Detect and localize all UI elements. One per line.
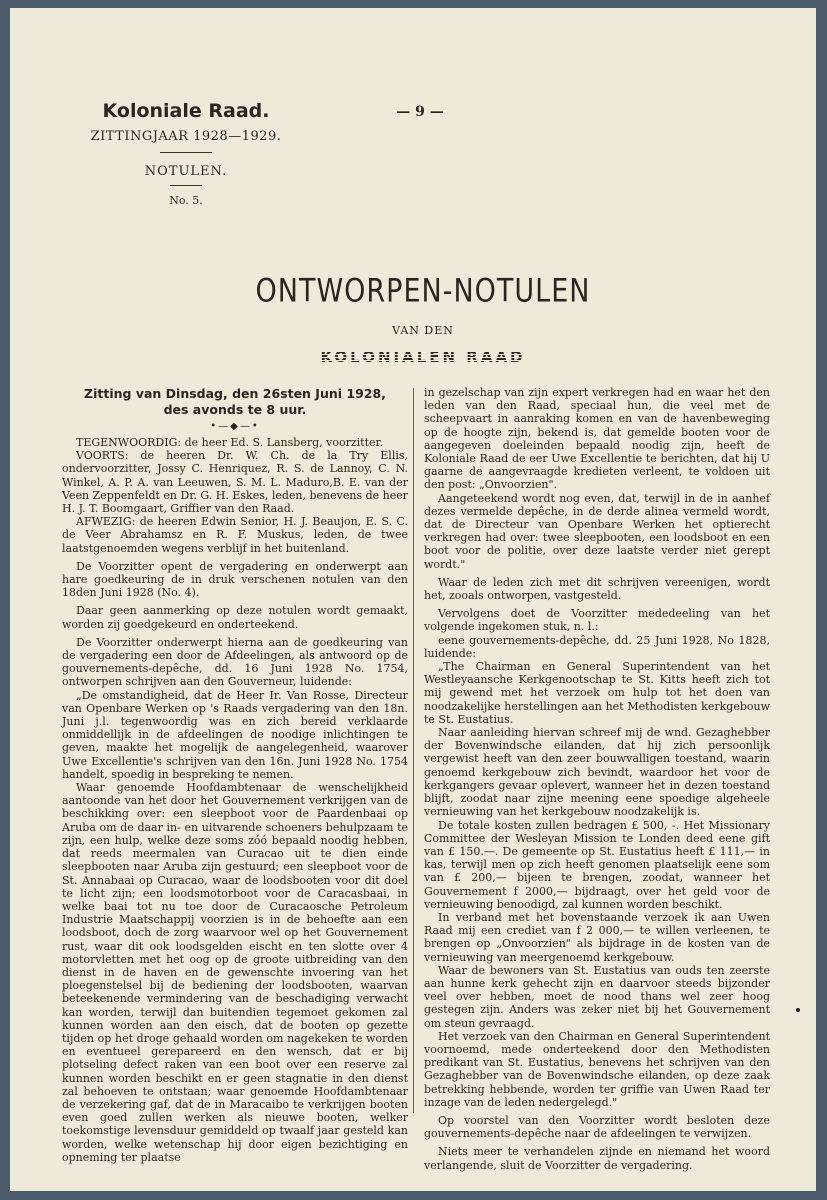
paragraph: „The Chairman en General Superintendent van het Westleyaansche Kerkgenootschap te St. Kitts heeft zich tot mij gewend met het verzoek om hulp tot het doen van noodzakelijke herstellingen aan het Methodisten kerkgebouw te St. Eustatius. bbox=[424, 660, 770, 726]
sitting-line-2: des avonds te 8 uur. bbox=[163, 402, 307, 417]
right-column bbox=[424, 386, 770, 1172]
paragraph: AFWEZIG: de heeren Edwin Senior, H. J. Beaujon, E. S. C. de Veer Abrahamsz en R. F. Muskus, leden, de twee laatstgenoemden wegens verblijf in het buitenland. bbox=[62, 515, 408, 555]
sitting-line-1: Zitting van Dinsdag, den 26sten Juni 1928, bbox=[84, 386, 386, 401]
paragraph: Vervolgens doet de Voorzitter mededeeling van het volgende ingekomen stuk, n. l.: bbox=[424, 607, 770, 634]
paragraph: Daar geen aanmerking op deze notulen wordt gemaakt, worden zij goedgekeurd en onderteekend. bbox=[62, 604, 408, 631]
paragraph: Naar aanleiding hiervan schreef mij de wnd. Gezaghebber der Bovenwindsche eilanden, dat hij zich persoonlijk vergewist heeft van den zeer bouwvalligen toestand, waarin genoemd kerkgebouw zich bevindt, waardoor het voor de kerkgangers gevaar oplevert, wanneer het in dezen toestand blijft, zoodat naar zijne meening eene spoedige algeheele vernieuwing van het kerkgebouw noodzakelijk is. bbox=[424, 726, 770, 819]
header-rule-1 bbox=[160, 152, 212, 153]
ink-spot bbox=[796, 1008, 800, 1012]
column-divider bbox=[413, 388, 414, 1113]
notulen-heading: NOTULEN. bbox=[144, 164, 228, 179]
raad-title-text: KOLONIALEN RAAD bbox=[320, 348, 526, 366]
paragraph: De totale kosten zullen bedragen £ 500, -. Het Missionary Committee der Wesleyan Mission te Londen deed eene gift van £ 150.—. De gemeente op St. Eustatius heeft £ 111,— in kas, terwijl men op zich heeft genomen plaatselijk eene som van £ 200,— bijeen te brengen, zoodat, wanneer het Gouvernement f 2000,— bijdraagt, over het geld voor de vernieuwing benoodigd, zal kunnen worden beschikt. bbox=[424, 818, 770, 911]
ornament: •—◆—• bbox=[210, 421, 260, 432]
raad-title bbox=[160, 348, 686, 366]
paragraph: Waar de leden zich met dit schrijven vereenigen, wordt het, zooals ontworpen, vastgesteld. bbox=[424, 575, 770, 603]
paragraph: in gezelschap van zijn expert verkregen had en waar het den leden van den Raad, speciaal hun, die veel met de scheepvaart in aanraking komen en van de havenbeweging op de hoogte zijn, bekend is, dat gemelde booten voor de aangegeven doeleinden bepaald noodig zijn, heeft de Koloniale Raad de eer Uwe Excellentie te berichten, dat hij U gaarne de aangevraagde kredieten verleent, te voldoen uit den post: „Onvoorzien". bbox=[424, 386, 770, 492]
paragraph: Aangeteekend wordt nog even, dat, terwijl in de in aanhef dezes vermelde depêche, in de derde alinea vermeld wordt, dat de Directeur van Openbare Werken het optierecht verkregen had over: twee sleepbooten, een loodsboot en een boot voor de politie, over deze laatste verder niet gerept wordt." bbox=[424, 491, 770, 571]
header-rule-2 bbox=[170, 185, 202, 186]
main-title: ONTWORPEN-NOTULEN bbox=[255, 272, 591, 311]
paragraph: Het verzoek van den Chairman en General Superintendent voornoemd, mede onderteekend door den Methodisten predikant van St. Eustatius, benevens het schrijven van den Gezaghebber van de Bovenwindsche eilanden, op deze zaak betrekking hebbende, worden ter griffie van Uwen Raad ter inzage van de leden nedergelegd." bbox=[424, 1029, 770, 1109]
sitting-heading bbox=[62, 386, 408, 418]
paragraph: Waar genoemde Hoofdambtenaar de wenschelijkheid aantoonde van het door het Gouvernement verkrijgen van de beschikking over: een sleepboot voor de Paardenbaai op Aruba om de daar in- en uitvarende schoeners behulpzaam te zijn, een hulp, welke deze soms zóó bepaald noodig hebben, dat reeds meermalen van Curacao uit te dien einde sleepbooten naar Aruba zijn gestuurd; een sleepboot voor de St. Annabaai op Curacao, waar de loodsbooten voor dit doel te licht zijn; een loodsmotorboot voor de Caracasbaai, in welke baai tot nu toe door de Curacaosche Petroleum Industrie Maatschappij voorzien is in de behoefte aan een loodsboot, doch de zorg waarvoor wel op het Gouvernement rust, waar dit ook loodsgelden eischt en ten slotte over 4 motorvletten met het oog op de groote uitbreiding van den dienst in de haven en de gewenschte invoering van het ploegenstelsel bij de bediening der loodsbooten, waarvan beteekenende vermindering van de beschadiging verwacht kan worden, terwijl dan buitendien tegemoet gekomen zal kunnen worden aan den eisch, dat de booten op gezette tijden op het droge gehaald worden om nagekeken te worden en eventueel gerepareerd en den wensch, dat er bij plotseling defect raken van een boot over een reserve zal kunnen worden beschikt en er geen stagnatie in den dienst zal behoeven te ontstaan; waar genoemde Hoofdambtenaar de verzekering gaf, dat de in Maracaibo te verkrijgen booten even goed zullen werken als nieuwe booten, welker toekomstige levensduur gemiddeld op twaalf jaar gesteld kan worden, welke wetenschap hij door eigen bezichtiging en opneming ter plaatse bbox=[62, 781, 408, 1164]
paragraph: De Voorzitter opent de vergadering en onderwerpt aan hare goedkeuring de in druk verschenen notulen van den 18den Juni 1928 (No. 4). bbox=[62, 559, 408, 600]
paragraph: Op voorstel van den Voorzitter wordt besloten deze gouvernements-depêche naar de afdeelingen te verwijzen. bbox=[424, 1113, 770, 1141]
paragraph: eene gouvernements-depêche, dd. 25 Juni 1928, No 1828, luidende: bbox=[424, 633, 770, 660]
van-den-label: VAN DEN bbox=[392, 324, 454, 337]
paragraph: „De omstandigheid, dat de Heer Ir. Van Rosse, Directeur van Openbare Werken op 's Raads vergadering van den 18n. Juni j.l. tegenwoordig was en zich bereid verklaarde onmiddellijk in de afdeelingen de noodige inlichtingen te geven, maakte het mogelijk de aangelegenheid, waarover Uwe Excellentie's schrijven van den 16n. Juni 1928 No. 1754 handelt, spoedig in bespreking te nemen. bbox=[62, 688, 408, 781]
page-number: — 9 — bbox=[396, 104, 444, 120]
paragraph: Niets meer te verhandelen zijnde en niemand het woord verlangende, sluit de Voorzitter de vergadering. bbox=[424, 1145, 770, 1172]
issue-number: No. 5. bbox=[169, 194, 203, 207]
paragraph: De Voorzitter onderwerpt hierna aan de goedkeuring van de vergadering een door de Afdeelingen, als antwoord op de gouvernements-depêche, dd. 16 Juni 1928 No. 1754, ontworpen schrijven aan den Gouverneur, luidende: bbox=[62, 635, 408, 689]
left-column bbox=[62, 386, 409, 1164]
council-title: Koloniale Raad. bbox=[102, 100, 270, 122]
paragraph: In verband met het bovenstaande verzoek ik aan Uwen Raad mij een crediet van f 2 000,— te willen verleenen, te brengen op „Onvoorzien" als bijdrage in de kosten van de vernieuwing van meergenoemd kerkgebouw. bbox=[424, 910, 770, 964]
paragraph: TEGENWOORDIG: de heer Ed. S. Lansberg, voorzitter. bbox=[76, 436, 384, 449]
paragraph: VOORTS: de heeren Dr. W. Ch. de la Try Ellis, ondervoorzitter, Jossy C. Henriquez, R. S. de Lannoy, C. N. Winkel, A. P. A. van Leeuwen, S. M. L. Maduro,B. E. van der Veen Zeppenfeldt en Dr. G. H. Eskes, leden, benevens de heer H. J. T. Boomgaart, Griffier van den Raad. bbox=[62, 449, 409, 516]
paragraph: Waar de bewoners van St. Eustatius van ouds ten zeerste aan hunne kerk gehecht zijn en daarvoor steeds bijzonder veel over hebben, moet de nood thans wel zeer hoog gestegen zijn. Anders was zeker niet bij het Gouvernement om steun gevraagd. bbox=[424, 963, 770, 1030]
session-year: ZITTINGJAAR 1928—1929. bbox=[90, 129, 282, 144]
document-page bbox=[10, 8, 816, 1191]
